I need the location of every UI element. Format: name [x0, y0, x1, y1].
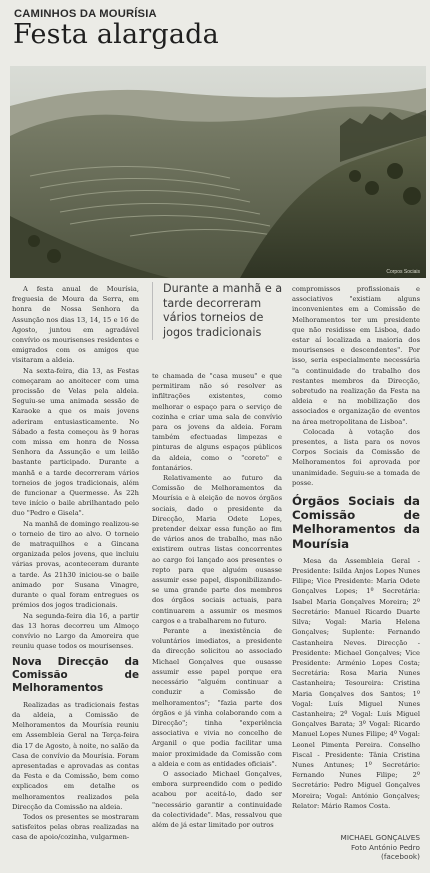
author-name: MICHAEL GONÇALVES — [340, 833, 420, 842]
photo-credit-text: Corpos Sociais — [386, 269, 420, 275]
paragraph: Mesa da Assembleia Geral - Presidente: Isilda Anjos Lopes Nunes Filipe; Vice Presidente: Maria Odete Gonçalves Lopes; 1º Secretária: Isabel Maria Gonçalves Moreira; 2º Secretário: Manuel Ricardo Duarte Silva; Vogal: Maria Helena Gonçalves; Suplente: Fernando Castanheira Neves. Direcção - Presidente: Michael Gonçalves; Vice Presidente: Arménio Lopes Costa; Secretária: Rosa Maria Nunes Castanheira; Tesoureira: Cristina Maria Gonçalves dos Santos; 1º Vogal: Luís Miguel Nunes Castanheira; 2º Vogal: Luís Miguel Gonçalves Barata; 3º Vogal: Ricardo Manuel Lopes Nunes Filipe; 4º Vogal: Leonel Pimenta Pereira. Conselho Fiscal - Presidente: Tânia Cristina Nunes Antunes; 1º Secretário: Fernando Nunes Filipe; 2º Secretário: Pedro Miguel Gonçalves Moreira; Vogal: António Gonçalves; Relator: Mário Ramos Costa. — [292, 556, 421, 810]
paragraph: te chamada de "casa museu" e que permitiram não só resolver as infiltrações existentes, como melhorar o espaço para o serviço de cozinha e criar uma sala de convívio para os jovens da aldeia. Foram também efectuadas limpezas e pinturas de alguns espaços públicos da aldeia, como o "coreto" e fontanários. — [152, 372, 282, 472]
paragraph: O associado Michael Gonçalves, embora surpreendido com o pedido acabou por aceitá-lo, dado ser "necessário garantir a continuidade da colectividade". Mas, ressalvou que além de já estar limitado por outros — [152, 769, 282, 829]
landscape-photo — [10, 66, 426, 278]
photo-source: (facebook) — [380, 852, 420, 862]
article-column-3 — [292, 284, 420, 811]
paragraph: Na sexta-feira, dia 13, as Festas começaram ao anoitecer com uma procissão de Velas pela aldeia. Seguiu-se uma animada sessão de Karaoke a que os mais jovens aderiram entusiasticamente. No Sábado a festa começou às 9 horas com missa em honra de Nossa Senhora da Assunção e um leilão bastante participado. Durante a manhã e a tarde decorreram vários torneios de jogos tradicionais, além de funcionar a Quermesse. Às 22h teve início o baile abrilhantado pelo duo "Pedro e Gisela". — [12, 366, 139, 518]
article-column-1 — [12, 284, 139, 843]
paragraph: Na segunda-feira dia 16, a partir das 13 horas decorreu um Almoço convívio no Largo da Amoreira que reuniu quase todos os mourisenses. — [12, 611, 139, 651]
paragraph: Perante a inexistência de voluntários imediatos, a presidente da direcção solicitou ao associado Michael Gonçalves que ousasse assumir esse papel porque era necessário "alguém continuar a conduzir a Comissão de melhoramentos"; "fazia parte dos órgãos e já vinha colaborando com a Direcção"; tinha "experiência associativa e vivia no concelho de Arganil o que podia facilitar uma maior proximidade da Comissão com a aldeia e com as entidades oficiais". — [152, 627, 282, 768]
paragraph: compromissos profissionais e associativos "existiam alguns inconvenientes em a Comissão de Melhoramentos ter um presidente que não residisse em Lisboa, dado estar aí localizada a maioria dos mourisenses e descendentes". Por isso, seria especialmente necessária "a continuidade do trabalho dos restantes membros da Direcção, sobretudo na realização da Festa na aldeia e na mobilização dos associados e organização de eventos na área metropolitana de Lisboa". — [292, 285, 420, 426]
paragraph: Relativamente ao futuro da Comissão de Melhoramentos da Mourísia e à eleição de novos órgãos sociais, dado o presidente da Direcção, Maria Odete Lopes, pretender deixar essa função ao fim de vários anos de trabalho, mas não existirem outras listas concorrentes ao cargo foi lançado aos presentes o repto para que alguém ousasse assumir esse papel, disponibilizando-se uma grande parte dos membros dos órgãos sociais actuais, para continuarem a assumir os mesmos cargos e a trabalharem no futuro. — [152, 474, 282, 625]
section-kicker: CAMINHOS DA MOURÍSIA — [14, 8, 157, 20]
photo-credit: Foto António Pedro — [351, 842, 420, 852]
subheading-orgaos-sociais: Órgãos Sociais da Comissão de Melhoramentos da Mourísia — [292, 494, 420, 551]
paragraph: Todos os presentes se mostraram satisfeitos pelas obras realizadas na casa de apoio/cozinha, vulgarmen- — [12, 812, 139, 842]
paragraph: A festa anual de Mourísia, freguesia de Moura da Serra, em honra de Nossa Senhora da Assunção nos dias 13, 14, 15 e 16 de Agosto, juntou em agradável convívio os mourisenses residentes e emigrados com os amigos que visitaram a aldeia. — [12, 285, 139, 365]
article-title: Festa alargada — [13, 19, 219, 50]
paragraph: Realizadas as tradicionais festas da aldeia, a Comissão de Melhoramentos da Mourísia reuniu em Assembleia Geral na Terça-feira dia 17 de Agosto, à noite, no salão da Casa de convívio da Mourísia. Foram apresentadas e aprovadas as contas da Festa e da Comissão, bem como explicados em detalhe os melhoramentos realizados pela Direcção da Comissão na aldeia. — [12, 700, 139, 811]
article-column-2 — [152, 371, 282, 830]
pull-quote: Durante a manhã e a tarde decorreram vários torneios de jogos tradicionais — [152, 282, 284, 340]
paragraph: Na manhã de domingo realizou-se o torneio de tiro ao alvo. O torneio de matraquilhos e a Gincana organizada pelos jovens, que incluiu várias provas, aconteceram durante a tarde. Às 21h30 iniciou-se o baile animado por Susana Vinagre, durante o qual foram entregues os prémios dos jogos tradicionais. — [12, 519, 139, 610]
byline — [300, 833, 420, 862]
subheading-nova-direccao: Nova Direcção da Comissão de Melhoramentos — [12, 656, 139, 694]
paragraph: Colocada à votação dos presentes, a lista para os novos Corpos Sociais da Comissão de Melhoramentos foi aprovada por unanimidade. Seguiu-se a tomada de posse. — [292, 427, 420, 487]
terraced-valley-image — [10, 66, 426, 278]
